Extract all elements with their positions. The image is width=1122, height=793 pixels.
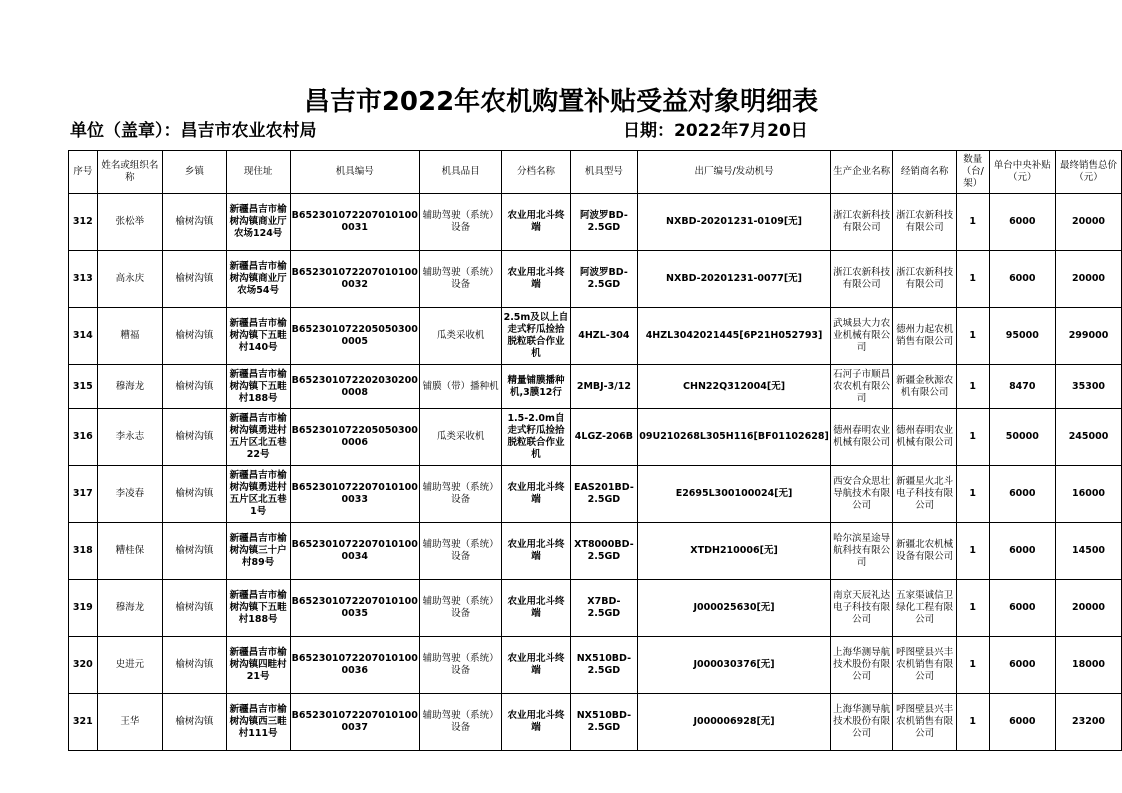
cell-maker: 上海华测导航技术股份有限公司 xyxy=(830,637,893,694)
cell-qty: 1 xyxy=(956,308,989,365)
cell-item: 瓜类采收机 xyxy=(419,409,502,466)
cell-name: 王华 xyxy=(97,694,162,751)
cell-no: 316 xyxy=(69,409,98,466)
cell-qty: 1 xyxy=(956,694,989,751)
cell-model: 阿波罗BD-2.5GD xyxy=(570,194,638,251)
cell-serial: J000025630[无] xyxy=(638,580,831,637)
cell-no: 318 xyxy=(69,523,98,580)
cell-town: 榆树沟镇 xyxy=(163,466,227,523)
header-cell: 生产企业名称 xyxy=(830,151,893,194)
cell-model: EAS201BD-2.5GD xyxy=(570,466,638,523)
cell-machine-code: B652301072207010100 0036 xyxy=(290,637,419,694)
cell-price: 18000 xyxy=(1056,637,1122,694)
cell-serial: J000030376[无] xyxy=(638,637,831,694)
cell-no: 321 xyxy=(69,694,98,751)
cell-item: 辅助驾驶（系统）设备 xyxy=(419,694,502,751)
cell-no: 319 xyxy=(69,580,98,637)
subsidy-table xyxy=(68,150,1122,751)
cell-town: 榆树沟镇 xyxy=(163,694,227,751)
cell-subsidy: 6000 xyxy=(989,694,1056,751)
cell-price: 35300 xyxy=(1056,365,1122,409)
cell-grade: 1.5-2.0m自走式籽瓜捡拾脱粒联合作业机 xyxy=(502,409,570,466)
cell-maker: 武城县大力农业机械有限公司 xyxy=(830,308,893,365)
cell-address: 新疆昌吉市榆树沟镇三十户村89号 xyxy=(226,523,290,580)
cell-name: 糟桂保 xyxy=(97,523,162,580)
header-cell: 出厂编号/发动机号 xyxy=(638,151,831,194)
cell-serial: CHN22Q312004[无] xyxy=(638,365,831,409)
cell-dealer: 浙江农新科技有限公司 xyxy=(893,251,957,308)
cell-subsidy: 6000 xyxy=(989,251,1056,308)
cell-name: 穆海龙 xyxy=(97,365,162,409)
table-row xyxy=(69,194,1122,251)
cell-no: 317 xyxy=(69,466,98,523)
table-row xyxy=(69,251,1122,308)
table-row xyxy=(69,466,1122,523)
cell-grade: 农业用北斗终端 xyxy=(502,194,570,251)
cell-maker: 上海华测导航技术股份有限公司 xyxy=(830,694,893,751)
cell-no: 314 xyxy=(69,308,98,365)
cell-subsidy: 6000 xyxy=(989,523,1056,580)
cell-address: 新疆昌吉市榆树沟镇西三畦村111号 xyxy=(226,694,290,751)
cell-subsidy: 95000 xyxy=(989,308,1056,365)
cell-grade: 2.5m及以上自走式籽瓜捡拾脱粒联合作业机 xyxy=(502,308,570,365)
cell-grade: 农业用北斗终端 xyxy=(502,637,570,694)
cell-model: 4HZL-304 xyxy=(570,308,638,365)
table-row xyxy=(69,580,1122,637)
cell-machine-code: B652301072207010100 0037 xyxy=(290,694,419,751)
cell-machine-code: B652301072202030200 0008 xyxy=(290,365,419,409)
cell-item: 辅助驾驶（系统）设备 xyxy=(419,194,502,251)
table-row xyxy=(69,308,1122,365)
cell-maker: 南京天辰礼达电子科技有限公司 xyxy=(830,580,893,637)
header-cell: 最终销售总价（元） xyxy=(1056,151,1122,194)
header-cell: 机具编号 xyxy=(290,151,419,194)
cell-name: 张松举 xyxy=(97,194,162,251)
cell-subsidy: 50000 xyxy=(989,409,1056,466)
cell-town: 榆树沟镇 xyxy=(163,251,227,308)
header-cell: 数量（台/架） xyxy=(956,151,989,194)
cell-address: 新疆昌吉市榆树沟镇四畦村21号 xyxy=(226,637,290,694)
cell-item: 铺膜（带）播种机 xyxy=(419,365,502,409)
cell-dealer: 新疆金秋源农机有限公司 xyxy=(893,365,957,409)
cell-price: 245000 xyxy=(1056,409,1122,466)
header-cell: 分档名称 xyxy=(502,151,570,194)
cell-serial: NXBD-20201231-0109[无] xyxy=(638,194,831,251)
cell-grade: 农业用北斗终端 xyxy=(502,580,570,637)
cell-machine-code: B652301072205050300 0005 xyxy=(290,308,419,365)
cell-town: 榆树沟镇 xyxy=(163,523,227,580)
cell-address: 新疆昌吉市榆树沟镇商业厅农场124号 xyxy=(226,194,290,251)
cell-subsidy: 8470 xyxy=(989,365,1056,409)
cell-qty: 1 xyxy=(956,251,989,308)
cell-qty: 1 xyxy=(956,365,989,409)
cell-no: 312 xyxy=(69,194,98,251)
cell-grade: 精量铺膜播种机,3膜12行 xyxy=(502,365,570,409)
cell-qty: 1 xyxy=(956,637,989,694)
cell-subsidy: 6000 xyxy=(989,580,1056,637)
cell-name: 李凌春 xyxy=(97,466,162,523)
cell-price: 299000 xyxy=(1056,308,1122,365)
cell-town: 榆树沟镇 xyxy=(163,194,227,251)
cell-item: 瓜类采收机 xyxy=(419,308,502,365)
header-cell: 机具品目 xyxy=(419,151,502,194)
cell-machine-code: B652301072207010100 0034 xyxy=(290,523,419,580)
header-cell: 经销商名称 xyxy=(893,151,957,194)
cell-item: 辅助驾驶（系统）设备 xyxy=(419,466,502,523)
cell-item: 辅助驾驶（系统）设备 xyxy=(419,637,502,694)
cell-qty: 1 xyxy=(956,523,989,580)
cell-serial: J000006928[无] xyxy=(638,694,831,751)
header-cell: 序号 xyxy=(69,151,98,194)
cell-dealer: 呼图壁县兴丰农机销售有限公司 xyxy=(893,637,957,694)
cell-maker: 浙江农新科技有限公司 xyxy=(830,251,893,308)
table-row xyxy=(69,409,1122,466)
cell-model: NX510BD-2.5GD xyxy=(570,637,638,694)
cell-price: 20000 xyxy=(1056,251,1122,308)
cell-serial: 09U210268L305H116[BF01102628] xyxy=(638,409,831,466)
cell-maker: 西安合众思壮导航技术有限公司 xyxy=(830,466,893,523)
cell-dealer: 浙江农新科技有限公司 xyxy=(893,194,957,251)
cell-subsidy: 6000 xyxy=(989,194,1056,251)
cell-maker: 德州春明农业机械有限公司 xyxy=(830,409,893,466)
cell-grade: 农业用北斗终端 xyxy=(502,694,570,751)
cell-address: 新疆昌吉市榆树沟镇勇进村五片区北五巷1号 xyxy=(226,466,290,523)
cell-machine-code: B652301072207010100 0032 xyxy=(290,251,419,308)
cell-name: 糟福 xyxy=(97,308,162,365)
table-row xyxy=(69,637,1122,694)
cell-address: 新疆昌吉市榆树沟镇下五畦村188号 xyxy=(226,580,290,637)
header-cell: 机具型号 xyxy=(570,151,638,194)
cell-serial: E2695L300100024[无] xyxy=(638,466,831,523)
cell-maker: 浙江农新科技有限公司 xyxy=(830,194,893,251)
cell-item: 辅助驾驶（系统）设备 xyxy=(419,523,502,580)
cell-maker: 哈尔滨星途导航科技有限公司 xyxy=(830,523,893,580)
cell-grade: 农业用北斗终端 xyxy=(502,466,570,523)
header-cell: 单台中央补贴（元） xyxy=(989,151,1056,194)
cell-model: NX510BD-2.5GD xyxy=(570,694,638,751)
cell-no: 320 xyxy=(69,637,98,694)
cell-address: 新疆昌吉市榆树沟镇下五畦村140号 xyxy=(226,308,290,365)
table-row xyxy=(69,694,1122,751)
cell-serial: NXBD-20201231-0077[无] xyxy=(638,251,831,308)
cell-subsidy: 6000 xyxy=(989,637,1056,694)
cell-price: 20000 xyxy=(1056,194,1122,251)
cell-item: 辅助驾驶（系统）设备 xyxy=(419,251,502,308)
cell-price: 16000 xyxy=(1056,466,1122,523)
cell-dealer: 新疆北农机械设备有限公司 xyxy=(893,523,957,580)
cell-address: 新疆昌吉市榆树沟镇商业厅农场54号 xyxy=(226,251,290,308)
cell-price: 14500 xyxy=(1056,523,1122,580)
cell-dealer: 呼图壁县兴丰农机销售有限公司 xyxy=(893,694,957,751)
unit-label: 单位（盖章）：昌吉市农业农村局 xyxy=(70,121,317,141)
cell-grade: 农业用北斗终端 xyxy=(502,523,570,580)
cell-no: 313 xyxy=(69,251,98,308)
table-row xyxy=(69,523,1122,580)
cell-price: 20000 xyxy=(1056,580,1122,637)
cell-model: 阿波罗BD-2.5GD xyxy=(570,251,638,308)
cell-dealer: 五家渠诚信卫绿化工程有限公司 xyxy=(893,580,957,637)
cell-address: 新疆昌吉市榆树沟镇勇进村五片区北五巷22号 xyxy=(226,409,290,466)
cell-model: XT8000BD-2.5GD xyxy=(570,523,638,580)
cell-item: 辅助驾驶（系统）设备 xyxy=(419,580,502,637)
cell-machine-code: B652301072207010100 0033 xyxy=(290,466,419,523)
cell-qty: 1 xyxy=(956,194,989,251)
cell-town: 榆树沟镇 xyxy=(163,365,227,409)
header-cell: 乡镇 xyxy=(163,151,227,194)
cell-name: 史进元 xyxy=(97,637,162,694)
cell-machine-code: B652301072205050300 0006 xyxy=(290,409,419,466)
cell-name: 李永志 xyxy=(97,409,162,466)
cell-dealer: 德州力起农机销售有限公司 xyxy=(893,308,957,365)
header-row xyxy=(69,151,1122,194)
cell-machine-code: B652301072207010100 0035 xyxy=(290,580,419,637)
cell-qty: 1 xyxy=(956,580,989,637)
cell-subsidy: 6000 xyxy=(989,466,1056,523)
cell-town: 榆树沟镇 xyxy=(163,409,227,466)
cell-town: 榆树沟镇 xyxy=(163,580,227,637)
cell-model: 2MBJ-3/12 xyxy=(570,365,638,409)
cell-dealer: 德州春明农业机械有限公司 xyxy=(893,409,957,466)
header-cell: 姓名或组织名称 xyxy=(97,151,162,194)
page-title: 昌吉市2022年农机购置补贴受益对象明细表 xyxy=(303,87,819,117)
cell-address: 新疆昌吉市榆树沟镇下五畦村188号 xyxy=(226,365,290,409)
cell-town: 榆树沟镇 xyxy=(163,308,227,365)
cell-dealer: 新疆星火北斗电子科技有限公司 xyxy=(893,466,957,523)
cell-maker: 石河子市顺昌农农机有限公司 xyxy=(830,365,893,409)
header-cell: 现住址 xyxy=(226,151,290,194)
cell-name: 穆海龙 xyxy=(97,580,162,637)
cell-grade: 农业用北斗终端 xyxy=(502,251,570,308)
cell-machine-code: B652301072207010100 0031 xyxy=(290,194,419,251)
cell-town: 榆树沟镇 xyxy=(163,637,227,694)
cell-name: 高永庆 xyxy=(97,251,162,308)
cell-model: X7BD-2.5GD xyxy=(570,580,638,637)
cell-qty: 1 xyxy=(956,466,989,523)
cell-serial: 4HZL3042021445[6P21H052793] xyxy=(638,308,831,365)
cell-price: 23200 xyxy=(1056,694,1122,751)
table-row xyxy=(69,365,1122,409)
cell-model: 4LGZ-206B xyxy=(570,409,638,466)
cell-no: 315 xyxy=(69,365,98,409)
date-label: 日期：2022年7月20日 xyxy=(623,121,808,141)
cell-qty: 1 xyxy=(956,409,989,466)
cell-serial: XTDH210006[无] xyxy=(638,523,831,580)
